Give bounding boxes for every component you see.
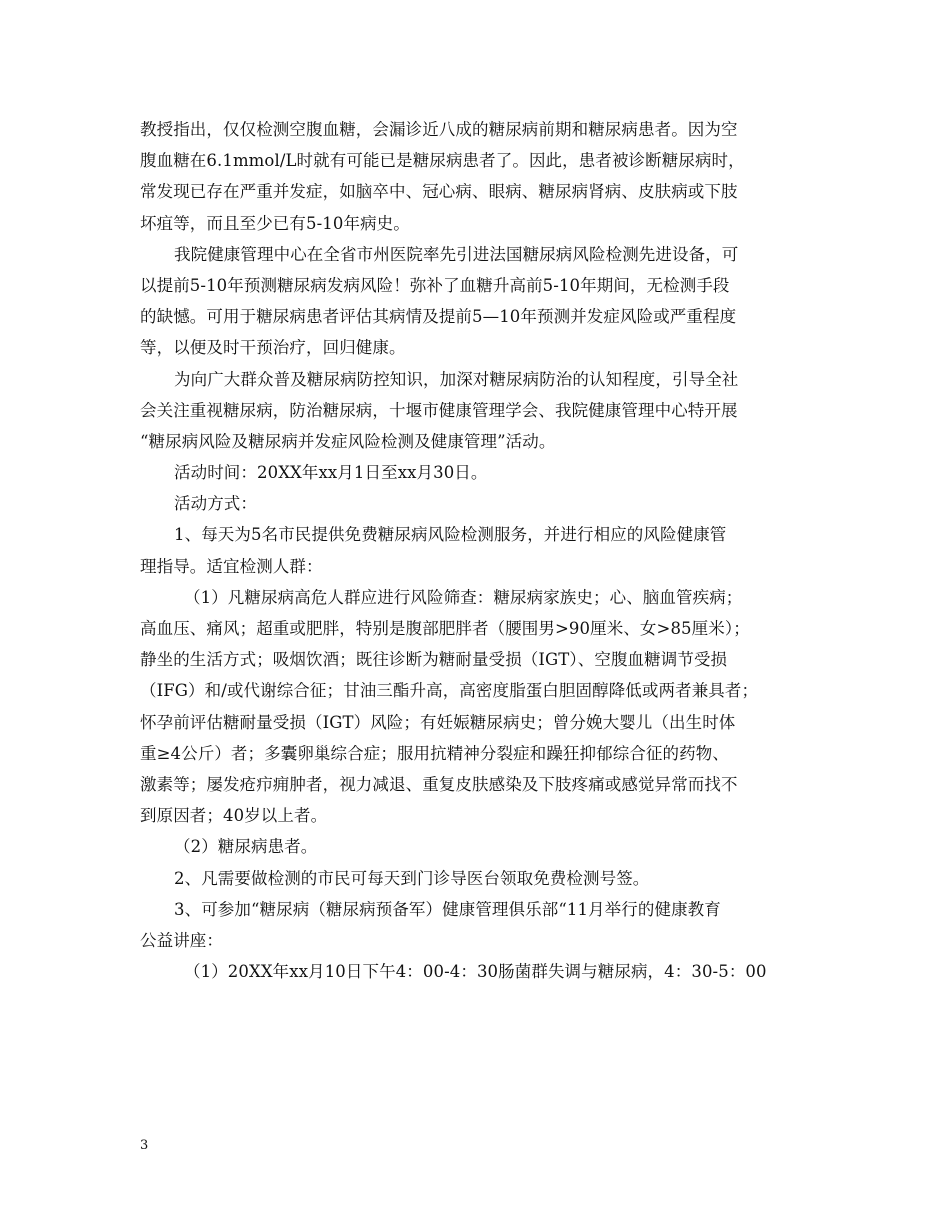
text-line: 到原因者；40岁以上者。	[140, 806, 328, 826]
text-line: “糖尿病风险及糖尿病并发症风险检测及健康管理”活动。	[140, 431, 556, 451]
text-line: 腹血糖在6.1mmol/L时就有可能已是糖尿病患者了。因此，患者被诊断糖尿病时，	[140, 151, 745, 171]
text-line: （IFG）和/或代谢综合征；甘油三酯升高，高密度脂蛋白胆固醇降低或两者兼具者；	[140, 681, 759, 701]
text-line: 会关注重视糖尿病，防治糖尿病，十堰市健康管理学会、我院健康管理中心特开展	[140, 400, 738, 420]
text-line: 理指导。适宜检测人群：	[140, 556, 323, 576]
document-body	[140, 114, 812, 987]
text-line: 1、每天为5名市民提供免费糖尿病风险检测服务，并进行相应的风险健康管	[174, 525, 727, 545]
text-line: 高血压、痛风；超重或肥胖，特别是腹部肥胖者（腰围男>90厘米、女>85厘米）；	[140, 619, 750, 638]
text-line: 激素等；屡发疮疖痈肿者，视力减退、重复皮肤感染及下肢疼痛或感觉异常而找不	[140, 774, 738, 794]
text-line: 重≥4公斤）者；多囊卵巢综合症；服用抗精神分裂症和躁狂抑郁综合征的药物、	[140, 743, 729, 763]
text-line: 教授指出，仅仅检测空腹血糖，会漏诊近八成的糖尿病前期和糖尿病患者。因为空	[140, 120, 738, 139]
text-line: 公益讲座：	[140, 930, 223, 950]
text-line: （1）凡糖尿病高危人群应进行风险筛查：糖尿病家族史；心、脑血管疾病；	[184, 587, 743, 607]
text-line: 坏疽等，而且至少已有5-10年病史。	[140, 213, 410, 233]
text-line: 的缺憾。可用于糖尿病患者评估其病情及提前5—10年预测并发症风险或严重程度	[140, 307, 737, 327]
page-number: 3	[140, 1138, 149, 1153]
text-line: 以提前5-10年预测糖尿病发病风险！弥补了血糖升高前5-10年期间，无检测手段	[140, 275, 730, 295]
text-line: 我院健康管理中心在全省市州医院率先引进法国糖尿病风险检测先进设备，可	[174, 244, 739, 264]
text-line: 2、凡需要做检测的市民可每天到门诊导医台领取免费检测号签。	[174, 868, 650, 888]
text-line: 为向广大群众普及糖尿病防控知识，加深对糖尿病防治的认知程度，引导全社	[174, 369, 739, 389]
text-line: 等，以便及时干预治疗，回归健康。	[140, 338, 406, 358]
text-line: （1）20XX年xx月10日下午4：00-4：30肠菌群失调与糖尿病，4：30-5：00	[184, 962, 767, 982]
text-line: 常发现已存在严重并发症，如脑卒中、冠心病、眼病、糖尿病肾病、皮肤病或下肢	[140, 182, 738, 202]
text-line: 活动方式：	[174, 494, 257, 514]
text-line: 活动时间：20XX年xx月1日至xx月30日。	[174, 463, 488, 483]
text-line: （2）糖尿病患者。	[174, 837, 318, 857]
text-line: 怀孕前评估糖耐量受损（IGT）风险；有妊娠糖尿病史；曾分娩大婴儿（出生时体	[140, 712, 736, 732]
text-line: 静坐的生活方式；吸烟饮酒；既往诊断为糖耐量受损（IGT）、空腹血糖调节受损	[140, 650, 728, 670]
text-line: 3、可参加“糖尿病（糖尿病预备军）健康管理俱乐部“11月举行的健康教育	[174, 899, 721, 919]
